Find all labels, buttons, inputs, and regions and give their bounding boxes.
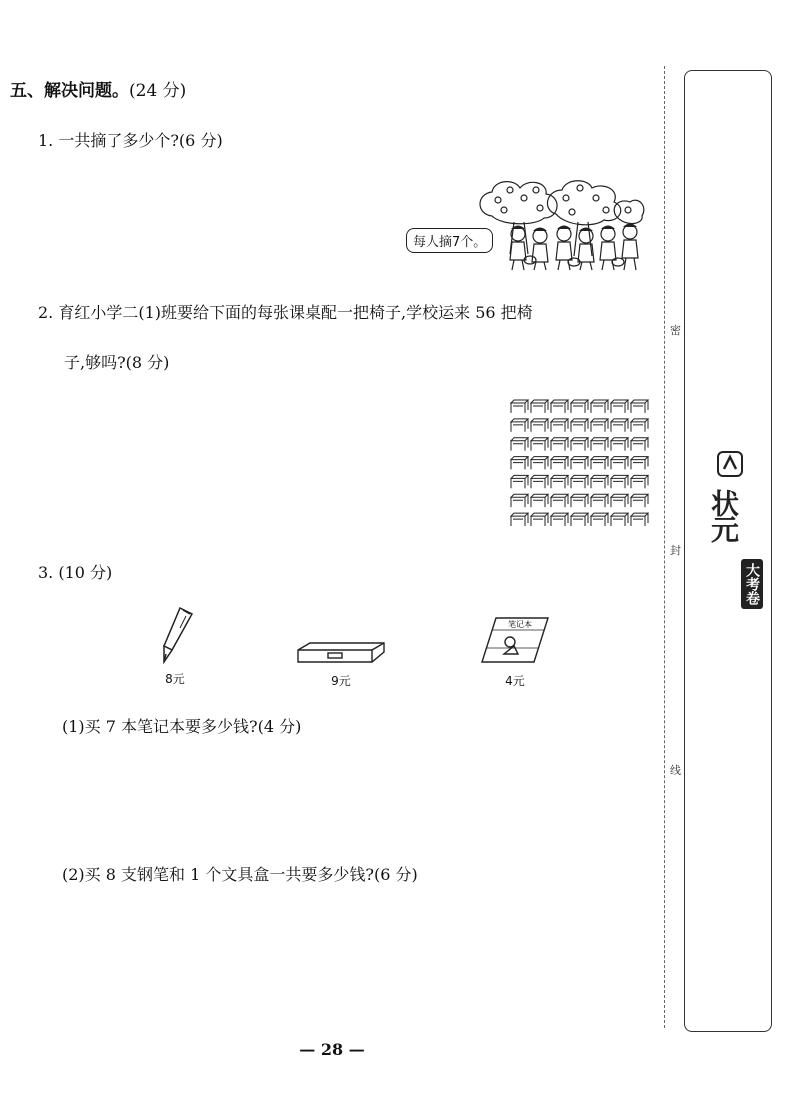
desk-grid: [510, 398, 650, 530]
desk: [551, 494, 568, 507]
desk: [591, 513, 608, 526]
question-2-line-1: 2. 育红小学二(1)班要给下面的每张课桌配一把椅子,学校运来 56 把椅: [38, 303, 533, 322]
desk: [571, 494, 588, 507]
cut-line: [664, 66, 665, 1028]
desk: [591, 438, 608, 451]
desks-drawing: [510, 398, 650, 530]
desk: [531, 475, 548, 488]
pencil-box-item: [294, 640, 388, 689]
desk: [591, 494, 608, 507]
pencil-box-icon: [294, 640, 388, 666]
desk: [511, 475, 528, 488]
desk: [531, 400, 548, 413]
notebook-price: 4元: [505, 674, 525, 688]
pencil-box-price: 9元: [331, 674, 351, 688]
desk: [551, 457, 568, 470]
pen-price: 8元: [165, 672, 185, 686]
speech-bubble: 每人摘7个。: [406, 228, 493, 253]
question-2-line-2: 子,够吗?(8 分): [64, 353, 170, 372]
desk: [571, 419, 588, 432]
desk: [611, 419, 628, 432]
desk: [531, 513, 548, 526]
desk: [611, 400, 628, 413]
trees-children-drawing: [406, 176, 650, 272]
seal-mark-feng: 封: [670, 544, 681, 557]
apple-picking-illustration: [406, 176, 650, 272]
desk: [591, 475, 608, 488]
page-number: — 28 —: [299, 1040, 365, 1059]
sidebar-panel: [684, 70, 772, 1032]
desk: [591, 457, 608, 470]
desk: [591, 419, 608, 432]
question-3-part-2: (2)买 8 支钢笔和 1 个文具盒一共要多少钱?(6 分): [62, 865, 418, 884]
desk: [611, 457, 628, 470]
notebook-item: [478, 614, 552, 689]
desk: [511, 513, 528, 526]
section-title: [10, 76, 186, 101]
desk: [631, 475, 648, 488]
brand-subtitle: 大考卷: [741, 559, 763, 609]
desk: [551, 513, 568, 526]
seal-mark-xian: 线: [670, 764, 681, 777]
notebook-cover-label: 笔记本: [508, 620, 532, 629]
desk: [571, 457, 588, 470]
desk: [631, 494, 648, 507]
desk: [511, 494, 528, 507]
desk: [531, 457, 548, 470]
desk: [611, 494, 628, 507]
desk: [551, 400, 568, 413]
notebook-icon: [478, 614, 552, 666]
desk: [591, 400, 608, 413]
section-points: (24 分): [129, 81, 187, 101]
desk: [531, 438, 548, 451]
pen-item: [150, 604, 200, 687]
question-1: 1. 一共摘了多少个?(6 分): [38, 131, 223, 150]
desk: [511, 438, 528, 451]
fountain-pen-icon: [150, 604, 200, 664]
desk: [571, 513, 588, 526]
desk: [551, 419, 568, 432]
desk: [631, 419, 648, 432]
desk: [551, 438, 568, 451]
desk: [631, 438, 648, 451]
desk: [511, 400, 528, 413]
desk: [571, 475, 588, 488]
desk: [631, 457, 648, 470]
desk: [611, 475, 628, 488]
brand-logo: [693, 449, 767, 649]
seal-mark-mi: 密: [670, 324, 681, 337]
desk: [571, 400, 588, 413]
brand-badge-icon: [715, 449, 745, 479]
desk: [511, 419, 528, 432]
question-3-part-1: (1)买 7 本笔记本要多少钱?(4 分): [62, 717, 302, 736]
desk: [631, 513, 648, 526]
desk: [551, 475, 568, 488]
desk: [611, 438, 628, 451]
desk: [511, 457, 528, 470]
section-title-text: 五、解决问题。: [10, 81, 129, 101]
brand-name: 状元: [707, 489, 740, 541]
desk: [631, 400, 648, 413]
desk: [571, 438, 588, 451]
desk: [611, 513, 628, 526]
desk: [531, 419, 548, 432]
question-3: 3. (10 分): [38, 563, 113, 582]
desk: [531, 494, 548, 507]
